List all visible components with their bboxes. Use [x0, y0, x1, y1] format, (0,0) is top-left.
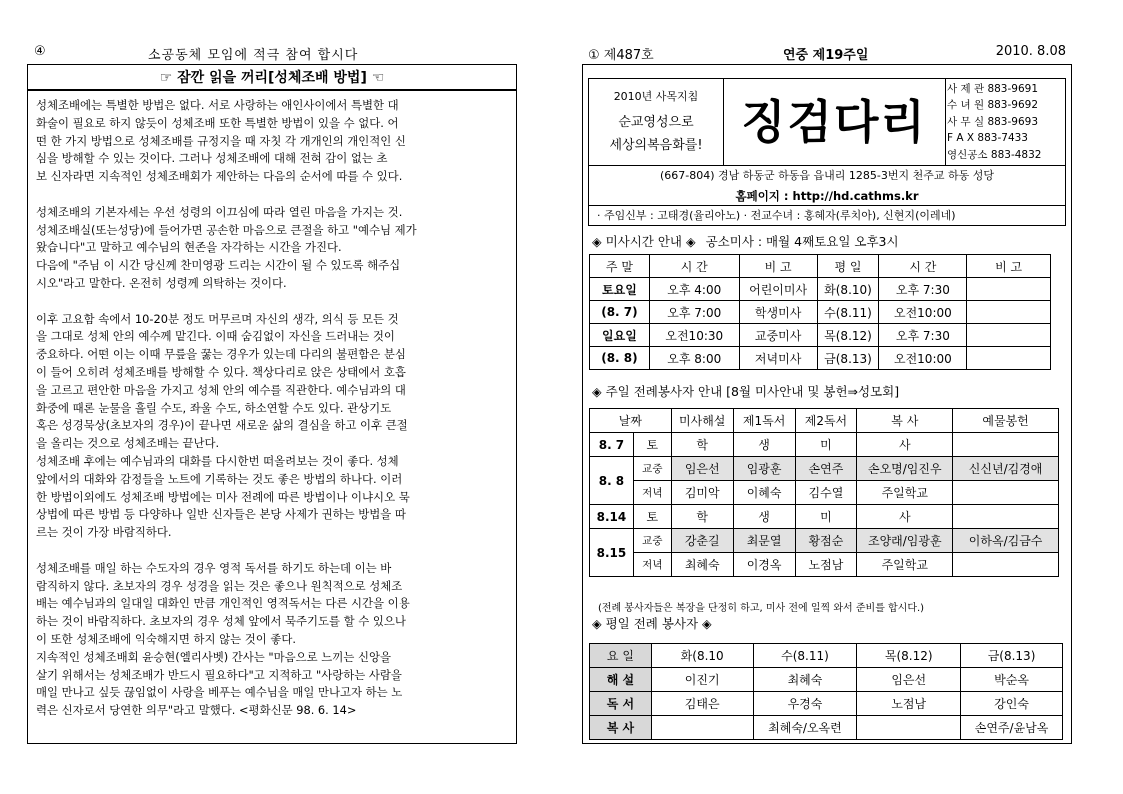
date-cell: 8. 8: [590, 457, 634, 505]
cell: 교중미사: [739, 324, 817, 347]
cell: 저녁미사: [739, 347, 817, 370]
cell: 이혜숙: [733, 481, 795, 505]
left-page-header: [28, 44, 518, 64]
cell: (8. 8): [590, 347, 650, 370]
cell: [953, 505, 1059, 529]
date-cell: 8.15: [590, 529, 634, 577]
cell: 손연주/윤남옥: [961, 716, 1063, 740]
cell: [953, 553, 1059, 577]
mass-label: 교중: [633, 457, 671, 481]
cell: [967, 324, 1051, 347]
cell: [953, 481, 1059, 505]
cell: 황점순: [795, 529, 857, 553]
cell: 조양래/임광훈: [857, 529, 953, 553]
cell: 김수열: [795, 481, 857, 505]
cell: 생: [733, 433, 795, 457]
cell: 오전10:00: [879, 301, 967, 324]
page-number: ④: [34, 44, 46, 59]
contact-row: 사 제 관 883-9691: [947, 83, 1038, 95]
article-line: 을 올리는 것으로 성체조배는 끝난다.: [36, 436, 220, 451]
table-row: [590, 324, 1051, 347]
table-row: [590, 505, 1059, 529]
contact-list: [947, 81, 1065, 163]
article-line: 보 신자라면 지속적인 성체조배회가 제안하는 다음의 순서에 따를 수 있다.: [36, 169, 403, 184]
cell: 이하옥/김금수: [953, 529, 1059, 553]
cell: [967, 278, 1051, 301]
cell: 토요일: [590, 278, 650, 301]
contact-row: F A X 883-7433: [947, 132, 1028, 145]
cell: 수(8.11): [817, 301, 879, 324]
issue-number: ① 제487호: [588, 48, 654, 63]
weekday-servers-heading: ◈ 평일 전례 봉사자 ◈: [592, 616, 712, 631]
cell: 강인숙: [961, 692, 1063, 716]
table-row: [590, 553, 1059, 577]
header-cell: 화(8.10: [651, 644, 753, 668]
cell: 이진기: [651, 668, 753, 692]
header-cell: 주 말: [590, 255, 650, 278]
cell: [967, 347, 1051, 370]
cell: 일요일: [590, 324, 650, 347]
table-row: [590, 668, 1063, 692]
paragraph-gap: [36, 293, 510, 311]
cell: 박순옥: [961, 668, 1063, 692]
cell: 오전10:00: [879, 347, 967, 370]
cell: 노점남: [795, 553, 857, 577]
cell: (8. 7): [590, 301, 650, 324]
article-line: 하는 것이 바람직하다. 초보자의 경우 성체 앞에서 묵주기도를 할 수 있으나: [36, 614, 406, 629]
day-cell: 토: [633, 505, 671, 529]
header-cell: 예물봉헌: [953, 409, 1059, 433]
article-line: 시오"라고 말한다. 온전히 성령께 의탁하는 것이다.: [36, 275, 287, 290]
article-line: 이 또한 성체조배에 익숙해지면 하지 않는 것이 좋다.: [36, 631, 297, 646]
table-row: [590, 529, 1059, 553]
slogan: 소공동체 모임에 적극 참여 합시다: [148, 48, 359, 63]
header-cell: 시 간: [879, 255, 967, 278]
guideline-line-2: 세상의복음화를!: [609, 138, 703, 153]
cell: 미: [795, 433, 857, 457]
homepage-link[interactable]: 홈페이지 : http://hd.cathms.kr: [735, 189, 919, 203]
cell: 사: [857, 505, 953, 529]
role-cell: 독 서: [590, 692, 652, 716]
article-title: ☞ 잠깐 읽을 꺼리[성체조배 방법] ☜: [28, 67, 516, 91]
cell: 학생미사: [739, 301, 817, 324]
article-line: 매일 만나고 싶듯 끊임없이 사랑을 베푸는 예수님을 매일 만나고자 하는 노: [36, 685, 403, 700]
paragraph-gap: [36, 186, 510, 204]
cell: 사: [857, 433, 953, 457]
article-line: 다음에 "주님 이 시간 당신께 찬미영광 드리는 시간이 될 수 있도록 해주십: [36, 258, 401, 273]
cell: 주일학교: [857, 553, 953, 577]
cell: 김태은: [651, 692, 753, 716]
cell: 화(8.10): [817, 278, 879, 301]
date-cell: 8.14: [590, 505, 634, 529]
cell: 손연주: [795, 457, 857, 481]
cell: 강춘길: [671, 529, 733, 553]
article-line: 중요하다. 어떤 이는 이때 무릎을 꿇는 경우가 있는데 다리의 불편함은 분심: [36, 347, 406, 362]
mission-mass-note: 공소미사 : 매월 4째토요일 오후3시: [705, 234, 899, 249]
cell: 오전10:30: [649, 324, 739, 347]
cell: 미: [795, 505, 857, 529]
table-header-row: [590, 409, 1059, 433]
guideline-line-1: 순교영성으로: [618, 115, 694, 130]
header-cell: 제2독서: [795, 409, 857, 433]
cell: 목(8.12): [817, 324, 879, 347]
article-line: 이후 고요함 속에서 10-20분 정도 머무르며 자신의 생각, 의식 등 모든 것: [36, 311, 399, 326]
table-header-row: [590, 255, 1051, 278]
article-box: [27, 64, 517, 744]
cell: 최혜숙: [753, 668, 857, 692]
article-line: 배는 예수님과의 일대일 대화인 만큼 개인적인 영적독서는 다른 시간을 이용: [36, 596, 410, 611]
table-row: [590, 278, 1051, 301]
table-row: [590, 347, 1051, 370]
cell: 이경옥: [733, 553, 795, 577]
cell: 노점남: [857, 692, 961, 716]
cell: [953, 433, 1059, 457]
cell: [967, 301, 1051, 324]
cell: 손오명/임진우: [857, 457, 953, 481]
table-row: [590, 433, 1059, 457]
contact-row: 사 무 실 883-9693: [947, 115, 1038, 128]
role-cell: 복 사: [590, 716, 652, 740]
masthead: [588, 78, 1066, 226]
guideline-year: 2010년 사목지침: [613, 90, 699, 103]
table-row: [590, 692, 1063, 716]
article-line: 성체조배를 매일 하는 수도자의 경우 영적 독서를 하기도 하는데 이는 바: [36, 560, 392, 575]
article-line: 살기 위해서는 성체조배가 반드시 필요하다"고 지적하고 "사랑하는 사람을: [36, 667, 402, 682]
header-cell: 목(8.12): [857, 644, 961, 668]
cell: 오후 8:00: [649, 347, 739, 370]
header-cell: 요 일: [590, 644, 652, 668]
article-line: 왔습니다"고 말하고 예수님의 현존을 자각하는 시간을 가진다.: [36, 240, 342, 255]
cell: 임은선: [671, 457, 733, 481]
article-line: 성체조배의 기본자세는 우선 성령의 이끄심에 따라 열린 마음을 가지는 것.: [36, 204, 403, 219]
article-line: 상법에 따른 방법 등 다양하나 일반 신자들은 본당 사제가 권하는 방법을 따: [36, 507, 406, 522]
role-cell: 해 설: [590, 668, 652, 692]
table-header-row: [590, 644, 1063, 668]
cell: 임광훈: [733, 457, 795, 481]
header-cell: 미사해설: [671, 409, 733, 433]
table-row: [590, 301, 1051, 324]
newsletter-logo: 징검다리: [723, 79, 946, 165]
table-row: [590, 481, 1059, 505]
cell: 학: [671, 433, 733, 457]
cell: 임은선: [857, 668, 961, 692]
cell: 오후 4:00: [649, 278, 739, 301]
article-line: 혹은 성경묵상(초보자의 경우)이 끝나면 새로운 삶의 결심을 하고 이후 큰절: [36, 418, 408, 433]
cell: 주일학교: [857, 481, 953, 505]
header-cell: 비 고: [967, 255, 1051, 278]
article-line: 성체조배 후에는 예수님과의 대화를 다시한번 떠올려보는 것이 좋다. 성체: [36, 453, 399, 468]
article-line: 을 고르고 편안한 마음을 가지고 성체 안의 예수를 직관한다. 예수님과의 대: [36, 382, 406, 397]
mass-label: 저녁: [633, 553, 671, 577]
header-cell: 수(8.11): [753, 644, 857, 668]
cell: 김미악: [671, 481, 733, 505]
article-line: 심을 방해할 수 있는 것이다. 그러나 성체조배에 대해 전혀 감이 없는 초: [36, 151, 388, 166]
article-line: 한 방법이외에도 성체조배 방법에는 미사 전례에 따른 방법이나 이냐시오 묵: [36, 489, 410, 504]
cell: 어린이미사: [739, 278, 817, 301]
pastoral-guideline: [589, 79, 724, 165]
cell: 금(8.13): [817, 347, 879, 370]
parish-staff: · 주임신부 : 고태경(율리아노) · 전교수녀 : 홍혜자(루치아), 신현지(이레네): [589, 205, 1065, 225]
liturgical-week: 연중 제19주일: [783, 48, 869, 63]
cell: 오후 7:00: [649, 301, 739, 324]
header-cell: 비 고: [739, 255, 817, 278]
article-line: 력은 신자로서 당연한 의무"라고 말했다. <평화신문 98. 6. 14>: [36, 703, 357, 718]
cell: [857, 716, 961, 740]
header-cell: 시 간: [649, 255, 739, 278]
table-row: [590, 457, 1059, 481]
cell: 최혜숙/오옥련: [753, 716, 857, 740]
cell: [651, 716, 753, 740]
article-body: [36, 97, 510, 720]
article-line: 르는 것이 가장 바람직하다.: [36, 525, 172, 540]
cell: 오후 7:30: [879, 278, 967, 301]
weekday-servers-table: [589, 643, 1063, 740]
header-cell: 날짜: [590, 409, 672, 433]
article-line: 화중에 때론 눈물을 흘릴 수도, 좌울 수도, 하소연할 수도 있다. 관상기도: [36, 400, 392, 415]
table-row: [590, 716, 1063, 740]
parish-address: (667-804) 경남 하동군 하동읍 읍내리 1285-3번지 천주교 하동 성당: [589, 165, 1065, 186]
day-cell: 토: [633, 433, 671, 457]
article-line: 을 그대로 성체 안의 예수께 맡긴다. 이때 숨김없이 자신을 드러내는 것이: [36, 329, 395, 344]
article-line: 이 들어 오히려 성체조배를 방해할 수 있다. 책상다리로 앉은 상태에서 호흡: [36, 364, 406, 379]
cell: 최혜숙: [671, 553, 733, 577]
cell: 학: [671, 505, 733, 529]
article-line: 앞에서의 대화와 감정들을 노트에 기록하는 것도 좋은 방법의 하나다. 이러: [36, 471, 403, 486]
header-cell: 복 사: [857, 409, 953, 433]
sunday-servers-heading: ◈ 주일 전례봉사자 안내 [8월 미사안내 및 봉헌⇒성모회]: [592, 384, 900, 399]
cell: 신신년/김경애: [953, 457, 1059, 481]
paragraph-gap: [36, 542, 510, 560]
mass-heading-text: ◈ 미사시간 안내 ◈: [592, 234, 696, 249]
header-cell: 제1독서: [733, 409, 795, 433]
mass-label: 교중: [633, 529, 671, 553]
contact-row: 영신공소 883-4832: [947, 148, 1042, 161]
servers-note: (전례 봉사자들은 복장을 단정히 하고, 미사 전에 일찍 와서 준비를 합시다.): [598, 603, 925, 614]
article-line: 지속적인 성체조배회 윤승현(엘리사벳) 간사는 "마음으로 느끼는 신앙을: [36, 649, 391, 664]
article-line: 람직하지 않다. 초보자의 경우 성경을 읽는 것은 좋으나 원칙적으로 성체조: [36, 578, 403, 593]
article-line: 화술이 필요로 하지 않듯이 성체조배 또한 특별한 방법이 있을 수 없다. 어: [36, 115, 399, 130]
issue-date: 2010. 8.08: [995, 44, 1066, 59]
mass-time-heading: [592, 232, 899, 250]
article-line: 성체조배실(또는성당)에 들어가면 공손한 마음으로 큰절을 하고 "예수님 제가: [36, 222, 417, 237]
header-cell: 금(8.13): [961, 644, 1063, 668]
mass-time-table: [589, 254, 1051, 370]
cell: 오후 7:30: [879, 324, 967, 347]
article-line: 떤 한 가지 방법으로 성체조배를 규정지을 때 자칫 각 개개인의 개인적인 신: [36, 133, 406, 148]
mass-label: 저녁: [633, 481, 671, 505]
right-page-header: [588, 44, 1066, 64]
date-cell: 8. 7: [590, 433, 634, 457]
header-cell: 평 일: [817, 255, 879, 278]
cell: 최문열: [733, 529, 795, 553]
contact-row: 수 녀 원 883-9692: [947, 99, 1038, 112]
sunday-servers-table: [589, 408, 1059, 577]
article-line: 성체조배에는 특별한 방법은 없다. 서로 사랑하는 애인사이에서 특별한 대: [36, 98, 399, 112]
cell: 우경숙: [753, 692, 857, 716]
cell: 생: [733, 505, 795, 529]
